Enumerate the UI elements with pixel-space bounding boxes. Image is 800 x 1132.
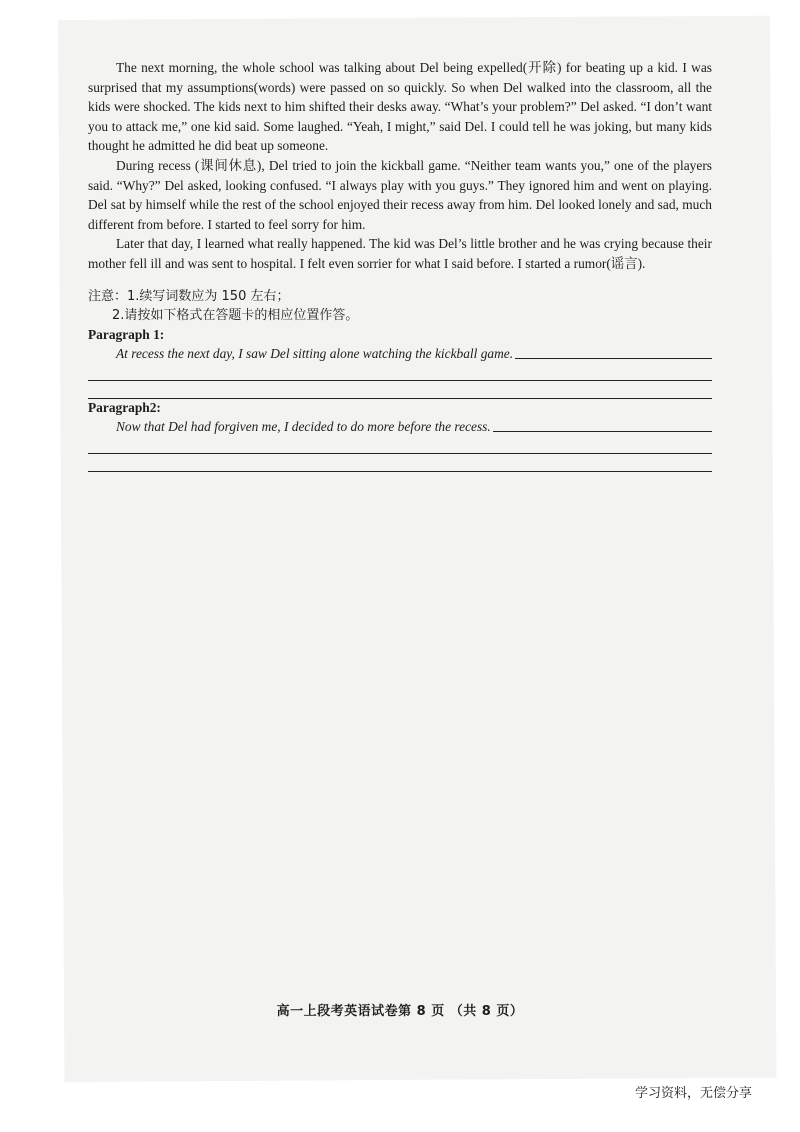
paragraph-1-heading: Paragraph 1: xyxy=(88,327,165,342)
reading-passage xyxy=(88,58,712,274)
page-footer: 高一上段考英语试卷第 8 页 （共 8 页） xyxy=(276,1004,524,1019)
answer-blank[interactable] xyxy=(515,358,712,359)
answer-line[interactable] xyxy=(88,363,712,381)
watermark-text: 学习资料，无偿分享 xyxy=(634,1086,752,1101)
paragraph-2-prompt: Now that Del had forgiven me, I decided to do more before the recess. xyxy=(116,419,491,434)
paragraph-2-prompt-line xyxy=(88,417,712,436)
paragraph-1-prompt-line xyxy=(88,344,712,363)
note-line-2: 2.请按如下格式在答题卡的相应位置作答。 xyxy=(112,308,359,323)
answer-line[interactable] xyxy=(88,454,712,472)
passage-paragraph-3: Later that day, I learned what really happened. The kid was Del’s little brother and he was crying because their mother fell ill and was sent to hospital. I felt even sorrier for what I said before. I started a rumor(谣言). xyxy=(88,236,712,271)
paragraph-1-prompt: At recess the next day, I saw Del sitting alone watching the kickball game. xyxy=(116,346,514,361)
note-line-1: 注意：1.续写词数应为 150 左右； xyxy=(88,289,290,304)
answer-blank[interactable] xyxy=(493,431,712,432)
instructions-note xyxy=(88,287,712,325)
paragraph-2-heading: Paragraph2: xyxy=(88,400,161,415)
paragraph-1-block xyxy=(88,325,712,399)
passage-paragraph-2: During recess (课间休息), Del tried to join the kickball game. “Neither team wants you,” one of the players said. “Why?” Del asked, looking confused. “I always play with you guys.” They ignored him and went on playing. Del sat by himself while the rest of the school enjoyed their recess away from him. Del looked lonely and sad, much different from before. I started to feel sorry for him. xyxy=(88,157,712,232)
passage-paragraph-1: The next morning, the whole school was talking about Del being expelled(开除) for beating up a kid. I was surprised that my assumptions(words) were passed on so quickly. So when Del walked into the classroom, all the kids were shocked. The kids next to him shifted their desks away. “What’s your problem?” Del asked. “I don’t want you to attack me,” one kid said. Some laughed. “Yeah, I might,” said Del. I could tell he was joking, but many kids thought he admitted he did beat up someone. xyxy=(88,60,712,154)
paragraph-2-block xyxy=(88,398,712,472)
answer-line[interactable] xyxy=(88,381,712,399)
answer-line[interactable] xyxy=(88,436,712,454)
